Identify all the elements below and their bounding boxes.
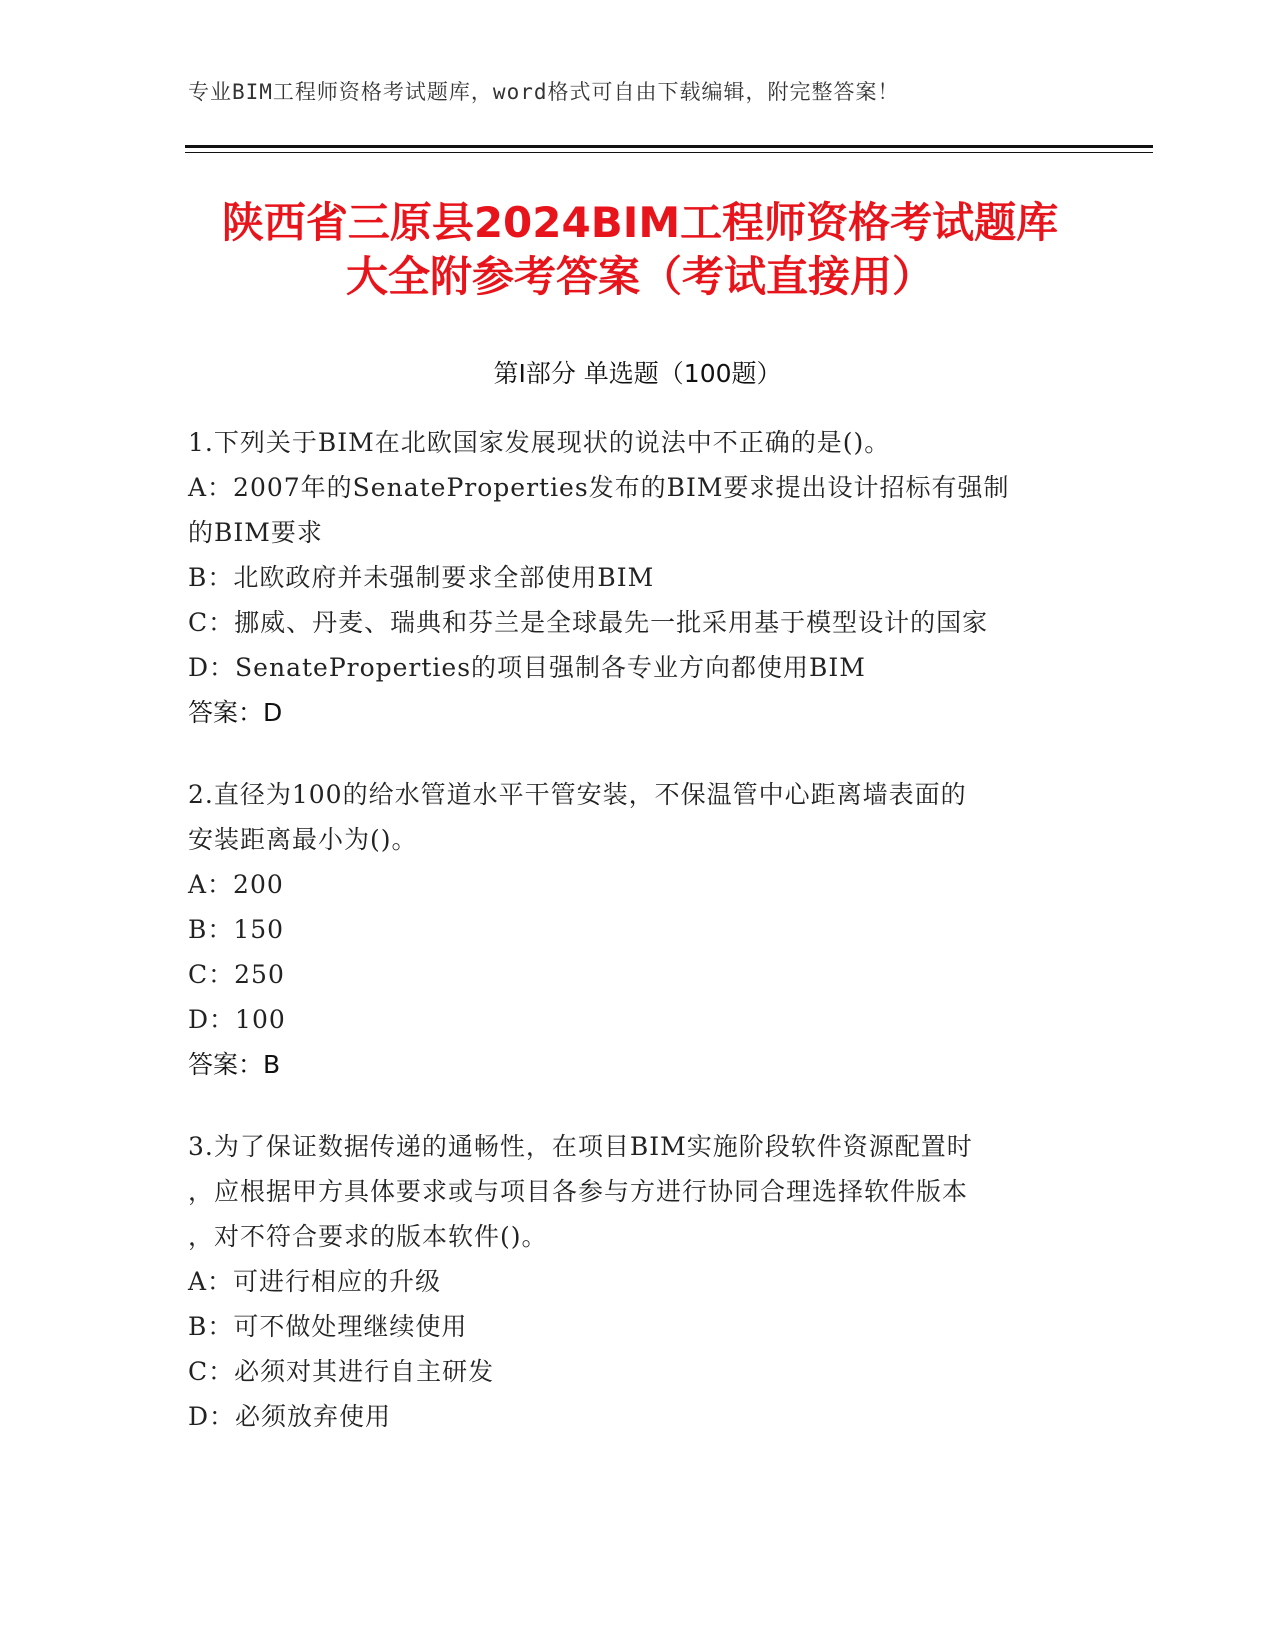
option-a-continued: 的BIM要求 (188, 518, 323, 547)
header-rule-thick (185, 145, 1153, 148)
section-title: 第Ⅰ部分 单选题（100题） (493, 359, 782, 388)
option-b: B：150 (188, 915, 285, 944)
question-1 (188, 420, 1088, 735)
answer: 答案：B (188, 1050, 281, 1079)
document-title (160, 196, 1120, 304)
question-stem: 3.为了保证数据传递的通畅性，在项目BIM实施阶段软件资源配置时 (188, 1132, 973, 1161)
option-b: B：可不做处理继续使用 (188, 1312, 468, 1341)
question-3 (188, 1124, 1088, 1439)
answer: 答案：D (188, 698, 283, 727)
option-d: D：必须放弃使用 (188, 1402, 392, 1431)
question-stem: 2.直径为100的给水管道水平干管安装，不保温管中心距离墙表面的 (188, 780, 967, 809)
document-title-line-2: 大全附参考答案（考试直接用） (345, 252, 934, 301)
option-d: D：100 (188, 1005, 286, 1034)
option-c: C：挪威、丹麦、瑞典和芬兰是全球最先一批采用基于模型设计的国家 (188, 608, 989, 637)
option-a: A：200 (188, 870, 284, 899)
question-stem: 1.下列关于BIM在北欧国家发展现状的说法中不正确的是()。 (188, 428, 891, 457)
option-d: D：SenateProperties的项目强制各专业方向都使用BIM (188, 653, 866, 682)
option-c: C：必须对其进行自主研发 (188, 1357, 495, 1386)
header-rule-thin (185, 152, 1153, 153)
question-stem-continued: ，对不符合要求的版本软件()。 (188, 1222, 548, 1251)
option-a: A：2007年的SenateProperties发布的BIM要求提出设计招标有强制 (188, 473, 1010, 502)
header-note: 专业BIM工程师资格考试题库，word格式可自由下载编辑，附完整答案！ (188, 80, 900, 104)
question-stem-continued: 安装距离最小为()。 (188, 825, 418, 854)
option-a: A：可进行相应的升级 (188, 1267, 442, 1296)
option-c: C：250 (188, 960, 285, 989)
document-title-line-1: 陕西省三原县2024BIM工程师资格考试题库 (221, 198, 1059, 247)
option-b: B：北欧政府并未强制要求全部使用BIM (188, 563, 655, 592)
question-2 (188, 772, 1088, 1087)
question-stem-continued: ，应根据甲方具体要求或与项目各参与方进行协同合理选择软件版本 (188, 1177, 969, 1206)
